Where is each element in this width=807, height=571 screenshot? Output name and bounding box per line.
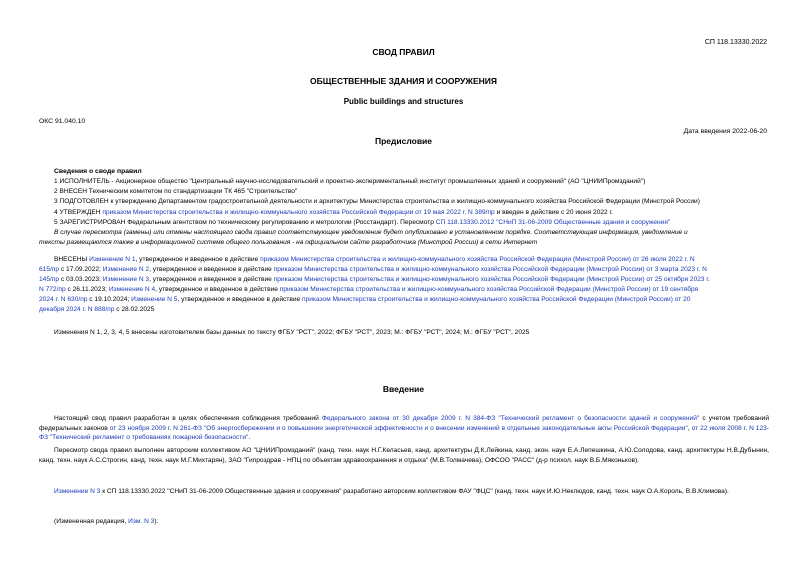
intro-p1-text-2: с учетом требований федеральных законов <box>39 415 770 432</box>
change-5-link[interactable]: Изменение N 5 <box>131 296 178 303</box>
change-3-order-link[interactable]: приказом Министерства строительства и жилищно-коммунального хозяйства Российской Федерации (Минстрой России) от 25 октября 2023 г. <box>273 276 710 283</box>
previous-rules-link[interactable]: СП 118.13330.2012 "СНиП 31-06-2009 Общественные здания и сооружения" <box>435 219 671 226</box>
intro-paragraph-3 <box>39 487 769 497</box>
item-registered-text: 5 ЗАРЕГИСТРИРОВАН Федеральным агентством по техническому регулированию и метрологии (Росстандарт). Пересмотр <box>54 219 436 226</box>
changes-line-6 <box>39 305 154 315</box>
change-1-order-number-link[interactable]: 615/пр <box>39 266 60 273</box>
law-261-link[interactable]: от 23 ноября 2009 г. N 261-ФЗ "Об энергосбережении и о повышении энергетической эффективности и о внесении изменений в отдельные законодательные акты Российской Федерации" <box>109 424 688 432</box>
change-3-intro-link[interactable]: Изменение N 3 <box>54 488 101 495</box>
effective-date: Дата введения 2022-06-20 <box>683 128 767 135</box>
intro-heading: Введение <box>382 384 425 394</box>
change-2-order-link[interactable]: приказом Министерства строительства и жилищно-коммунального хозяйства Российской Федерации (Минстрой России) от 3 марта 2023 г. N <box>273 266 707 273</box>
intro-p1-text: Настоящий свод правил разработан в целях обеспечения соблюдения требований <box>54 415 322 422</box>
intro-p1-end: . <box>248 434 251 442</box>
item-approved-text: 4 УТВЕРЖДЕН <box>54 209 103 216</box>
intro-p1-sep: , <box>687 424 692 432</box>
changes-line-1 <box>54 255 695 265</box>
document-code: СП 118.13330.2022 <box>704 39 767 46</box>
changes-line-2 <box>39 265 707 275</box>
rules-title: СВОД ПРАВИЛ <box>372 47 435 57</box>
change-2-date: с 03.03.2023; <box>59 276 103 283</box>
item-approved-tail: и введен в действие с 20 июня 2022 г. <box>494 209 613 216</box>
document-title: ОБЩЕСТВЕННЫЕ ЗДАНИЯ И СООРУЖЕНИЯ <box>309 76 498 86</box>
item-prepared: 3 ПОДГОТОВЛЕН к утверждению Департаментом градостроительной деятельности и архитектуры Министерства строительства и жилищно-коммунального хозяйства Российской Федерации (Минстрой России) <box>54 198 700 205</box>
change-4-order-number-link[interactable]: 2024 г. N 630/пр <box>39 296 88 303</box>
amended-edition-end: ). <box>154 518 159 525</box>
change-3-link[interactable]: Изменение N 3 <box>102 276 150 283</box>
change-1-date: с 17.09.2022; <box>59 266 103 273</box>
change-4-date: с 19.10.2024; <box>87 296 132 303</box>
changes-label: ВНЕСЕНЫ <box>54 256 90 263</box>
change-4-order-link[interactable]: приказом Министерства строительства и жилищно-коммунального хозяйства Российской Федерации (Минстрой России) от 19 сентября <box>279 286 699 293</box>
change-2-link[interactable]: Изменение N 2 <box>102 266 150 273</box>
rules-info-title: Сведения о своде правил <box>54 168 142 175</box>
preface-heading: Предисловие <box>374 136 433 146</box>
law-384-link[interactable]: Федерального закона от 30 декабря 2009 г. N 384-ФЗ "Технический регламент о безопасности зданий и сооружений" <box>321 415 700 422</box>
intro-paragraph-1 <box>39 414 769 443</box>
law-123-link[interactable]: от 22 июля 2008 г. N 123-ФЗ "Технический регламент о требованиях пожарной безопасности" <box>39 424 769 442</box>
changes-line-4 <box>39 285 698 295</box>
changes-note: Изменения N 1, 2, 3, 4, 5 внесены изготовителем базы данных по тексту ФГБУ "РСТ", 2022; ФГБУ "РСТ", 2023; М.: ФГБУ "РСТ", 2024; М.: ФГБУ "РСТ", 2025 <box>54 329 530 336</box>
notice-line-1: В случае пересмотра (замены) или отмены настоящего свода правил соответствующее уведомление будет опубликовано в установленном порядке. Соответствующая информация, уведомление и <box>54 229 688 236</box>
change-4-text: , утвержденное и введенное в действие <box>155 286 280 293</box>
change-5-order-number-link[interactable]: декабря 2024 г. N 888/пр <box>39 306 115 313</box>
change-1-order-link[interactable]: приказом Министерства строительства и жилищно-коммунального хозяйства Российской Федерации (Минстрой России) от 26 июля 2022 г. N <box>260 256 695 263</box>
amendment-3-link[interactable]: Изм. N 3 <box>128 518 155 525</box>
intro-paragraph-2: Пересмотр свода правил выполнен авторским коллективом АО "ЦНИИПромзданий" (канд. техн. наук Н.Г.Келасьев, канд. архитектуры Д.К.Лейкина, канд. экон. наук Е.А.Лепешкина, А.Ю.Солодова, канд. архитектуры Н.В.Дубынин, канд. техн. наук А.С.Строгин, канд. техн. наук М.Г.Михтарян), ЗАО "Гипроздрав - НПЦ по объектам здравоохранения и отдыха" (М.В.Толмачева), ОФСОО "РАСС" (д-р психол. наук В.Б.Мяконьков). <box>39 447 769 464</box>
change-1-text: , утвержденное и введенное в действие <box>135 256 261 263</box>
changes-line-5 <box>39 295 690 305</box>
oks-code: ОКС 91.040.10 <box>39 118 86 125</box>
item-approved <box>54 208 613 218</box>
change-5-date: с 28.02.2025 <box>114 306 155 313</box>
change-2-text: , утвержденное и введенное в действие <box>149 266 274 273</box>
item-introduced: 2 ВНЕСЕН Техническим комитетом по стандартизации ТК 465 "Строительство" <box>54 188 298 195</box>
approval-order-link[interactable]: приказом Министерства строительства и жилищно-коммунального хозяйства Российской Федерации от 19 мая 2022 г. N 389/пр <box>102 209 495 216</box>
change-3-order-number-link[interactable]: N 772/пр <box>39 286 66 293</box>
change-3-text: , утвержденное и введенное в действие <box>149 276 274 283</box>
change-5-order-link[interactable]: приказом Министерства строительства и жилищно-коммунального хозяйства Российской Федерации (Минстрой России) от 20 <box>302 296 691 303</box>
amended-edition-text: (Измененная редакция, <box>54 518 129 525</box>
notice-line-2: тексты размещаются также в информационной системе общего пользования - на официальном сайте разработчика (Минстрой России) в сети Интернет <box>39 239 538 246</box>
change-3-date: с 26.11.2023; <box>65 286 109 293</box>
changes-line-3 <box>39 275 710 285</box>
item-registered <box>54 218 670 228</box>
change-4-link[interactable]: Изменение N 4 <box>108 286 156 293</box>
document-title-english: Public buildings and structures <box>343 97 464 106</box>
change-5-text: , утвержденное и введенное в действие <box>177 296 303 303</box>
change-2-order-number-link[interactable]: 145/пр <box>39 276 60 283</box>
item-executor: 1 ИСПОЛНИТЕЛЬ - Акционерное общество "Центральный научно-исследовательский и проектно-экспериментальный институт промышленных зданий и сооружений" (АО "ЦНИИПромзданий") <box>54 178 646 185</box>
change-1-link[interactable]: Изменение N 1 <box>89 256 136 263</box>
intro-paragraph-4 <box>54 517 158 527</box>
intro-p3-text: к СП 118.13330.2022 "СНиП 31-06-2009 Общественные здания и сооружения" разработано авторским коллективом ФАУ "ФЦС" (канд. техн. наук И.Ю.Неклюдов, канд. техн. наук О.А.Король, В.В.Климова). <box>100 488 729 495</box>
